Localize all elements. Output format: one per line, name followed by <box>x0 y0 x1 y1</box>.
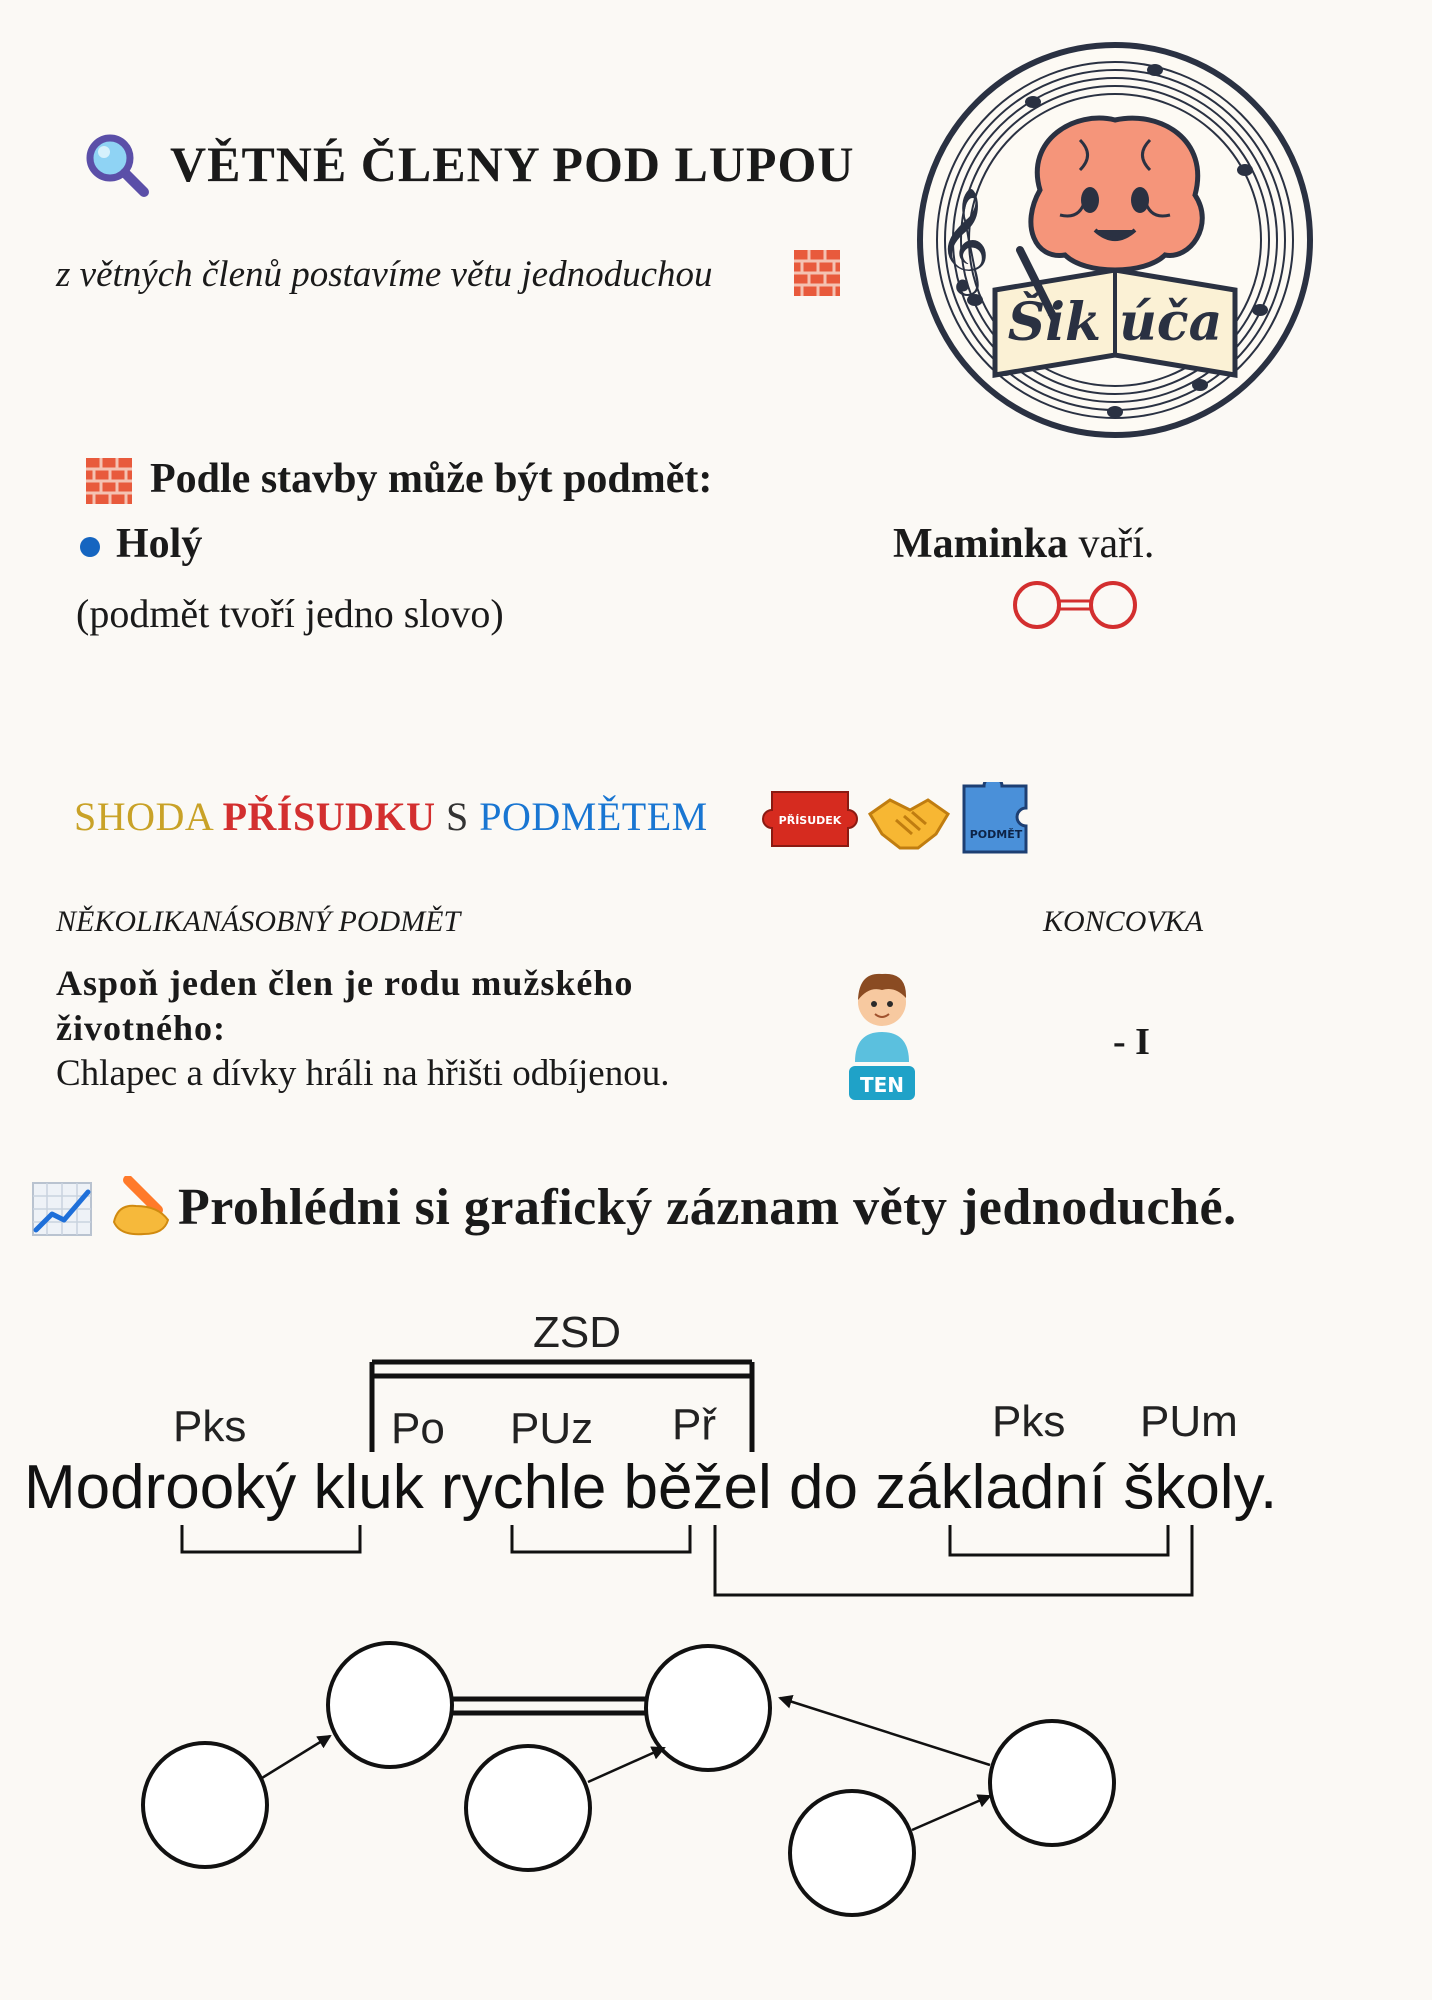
page-title: VĚTNÉ ČLENY POD LUPOU <box>170 136 855 192</box>
rule-example: Chlapec a dívky hráli na hřišti odbíjenou. <box>56 1053 670 1094</box>
agreement-word-3: S <box>446 794 469 839</box>
brick-icon <box>86 458 132 504</box>
label-zsd: ZSD <box>533 1308 621 1357</box>
agreement-heading <box>74 793 708 840</box>
ending-value: - I <box>1113 1021 1150 1063</box>
label-puz: PUz <box>510 1404 594 1453</box>
boy-icon <box>845 962 919 1102</box>
analyzed-sentence: Modrooký kluk rychle běžel do základní školy. <box>24 1453 1278 1522</box>
label-pr: Př <box>672 1400 716 1449</box>
subject-type-desc: (podmět tvoří jedno slovo) <box>76 591 504 636</box>
chart-increasing-icon <box>32 1182 92 1236</box>
magnifier-icon <box>82 130 152 200</box>
example-subject: Maminka <box>893 521 1069 567</box>
logo-emblem <box>915 40 1315 440</box>
example-rest: vaří. <box>1068 521 1155 567</box>
svg-text:𝄞: 𝄞 <box>937 187 991 292</box>
rule-line-2: životného: <box>56 1008 226 1048</box>
section-heading-subject: Podle stavby může být podmět: <box>150 456 713 502</box>
rule-line-1: Aspoň jeden člen je rodu mužského <box>56 963 634 1003</box>
boy-badge: TEN <box>859 1073 905 1097</box>
ending-header: KONCOVKA <box>1043 905 1204 938</box>
logo-text: Šik úča <box>1007 292 1223 353</box>
writing-hand-icon <box>108 1176 174 1238</box>
multiple-subject-header: NĚKOLIKANÁSOBNÝ PODMĚT <box>56 905 461 938</box>
example-sentence <box>893 520 1154 568</box>
bullet-dot <box>80 537 100 557</box>
linked-circles-icon <box>1010 578 1140 632</box>
label-pum: PUm <box>1140 1397 1238 1446</box>
puzzle-predicate-icon <box>760 784 860 854</box>
label-po: Po <box>391 1404 445 1453</box>
brick-icon <box>794 250 840 296</box>
sentence-circle-diagram <box>0 1620 1432 1920</box>
label-pks-1: Pks <box>173 1402 247 1451</box>
subject-type-label: Holý <box>116 521 203 567</box>
page-subtitle: z větných členů postavíme větu jednoduchou <box>56 254 713 295</box>
label-pks-2: Pks <box>992 1397 1066 1446</box>
agreement-word-1: SHODA <box>74 794 213 839</box>
section-heading-diagram: Prohlédni si grafický záznam věty jednoduché. <box>178 1179 1237 1236</box>
puzzle-predicate-label: PŘÍSUDEK <box>778 814 842 827</box>
handshake-icon <box>866 790 952 854</box>
puzzle-subject-label: PODMĚT <box>969 828 1023 841</box>
puzzle-subject-icon <box>960 782 1030 856</box>
agreement-word-4: PODMĚTEM <box>479 794 708 839</box>
agreement-word-2: PŘÍSUDKU <box>222 794 436 839</box>
